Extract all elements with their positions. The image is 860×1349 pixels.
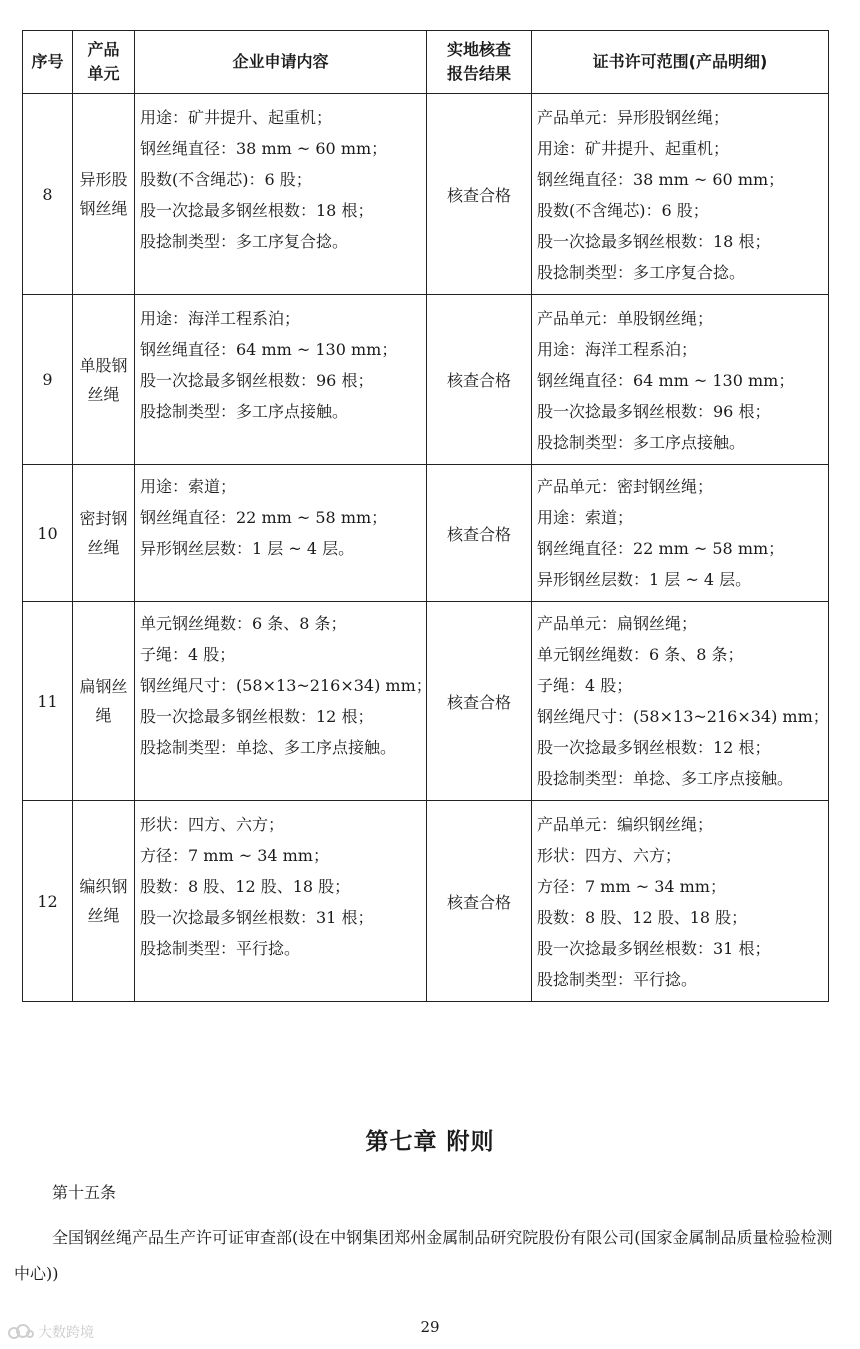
- scope-cell-line: 钢丝绳直径：22 mm ~ 58 mm；: [537, 539, 785, 558]
- header-unit-label: 产品单元: [87, 40, 120, 83]
- scope-cell: [532, 295, 829, 465]
- table-row: [23, 801, 829, 1002]
- scope-cell: [532, 465, 829, 602]
- inspection-result: 核查合格: [427, 94, 532, 295]
- request-cell-line: 股一次捻最多钢丝根数：96 根；: [140, 371, 374, 390]
- request-cell-line: 钢丝绳尺寸：(58×13~216×34) mm；: [140, 676, 432, 695]
- product-unit: 扁钢丝绳: [79, 677, 128, 725]
- row-number: 10: [23, 465, 73, 602]
- article-label: 第十五条: [52, 1183, 117, 1202]
- scope-cell-line: 产品单元：编织钢丝绳；: [537, 815, 714, 834]
- watermark: [8, 1322, 94, 1342]
- scope-cell-line: 方径：7 mm ~ 34 mm；: [537, 877, 726, 896]
- request-cell-line: 钢丝绳直径：64 mm ~ 130 mm；: [140, 340, 398, 359]
- table-row: [23, 94, 829, 295]
- scope-cell-line: 产品单元：扁钢丝绳；: [537, 614, 698, 633]
- scope-cell-line: 钢丝绳直径：38 mm ~ 60 mm；: [537, 170, 785, 189]
- scope-cell-line: 产品单元：异形股钢丝绳；: [537, 108, 730, 127]
- logo-icon: [8, 1323, 34, 1341]
- product-unit-cell: [73, 295, 135, 465]
- product-unit: 异形股钢丝绳: [79, 170, 128, 218]
- scope-cell-line: 异形钢丝层数：1 层 ~ 4 层。: [537, 570, 752, 589]
- table-header-row: [23, 31, 829, 94]
- page-number: 29: [420, 1318, 440, 1336]
- watermark-text: 大数跨境: [38, 1325, 94, 1341]
- request-cell: [135, 94, 427, 295]
- header-result-label: 实地核查报告结果: [446, 40, 511, 83]
- request-cell-line: 股数：8 股、12 股、18 股；: [140, 877, 351, 896]
- request-cell-line: 用途：海洋工程系泊；: [140, 309, 301, 328]
- request-cell: [135, 295, 427, 465]
- scope-cell-line: 用途：海洋工程系泊；: [537, 340, 698, 359]
- row-number: 8: [23, 94, 73, 295]
- scope-cell-line: 产品单元：密封钢丝绳；: [537, 477, 714, 496]
- request-cell-line: 股数(不含绳芯)：6 股；: [140, 170, 312, 189]
- scope-cell-line: 股捻制类型：多工序复合捻。: [537, 263, 746, 282]
- request-cell-line: 用途：索道；: [140, 477, 237, 496]
- scope-cell-line: 形状：四方、六方；: [537, 846, 682, 865]
- scope-cell-line: 股数：8 股、12 股、18 股；: [537, 908, 748, 927]
- request-cell-line: 钢丝绳直径：22 mm ~ 58 mm；: [140, 508, 388, 527]
- product-unit-cell: [73, 801, 135, 1002]
- request-cell-line: 钢丝绳直径：38 mm ~ 60 mm；: [140, 139, 388, 158]
- inspection-result: 核查合格: [427, 801, 532, 1002]
- request-cell-line: 股一次捻最多钢丝根数：18 根；: [140, 201, 374, 220]
- scope-cell-line: 股数(不含绳芯)：6 股；: [537, 201, 709, 220]
- scope-cell-line: 单元钢丝绳数：6 条、8 条；: [537, 645, 744, 664]
- product-unit-cell: [73, 465, 135, 602]
- request-cell: [135, 602, 432, 801]
- chapter-title: 第七章 附则: [365, 1129, 495, 1155]
- scope-cell-line: 用途：索道；: [537, 508, 634, 527]
- inspection-result: 核查合格: [427, 602, 532, 801]
- scope-cell-line: 用途：矿井提升、起重机；: [537, 139, 730, 158]
- scope-cell-line: 股一次捻最多钢丝根数：31 根；: [537, 939, 771, 958]
- header-result: [427, 31, 532, 94]
- request-cell-line: 股一次捻最多钢丝根数：12 根；: [140, 707, 374, 726]
- scope-cell-line: 股一次捻最多钢丝根数：12 根；: [537, 738, 771, 757]
- product-unit: 密封钢丝绳: [79, 509, 128, 557]
- request-cell-line: 股捻制类型：单捻、多工序点接触。: [140, 738, 397, 757]
- header-no: 序号: [23, 31, 73, 94]
- request-cell-line: 股捻制类型：多工序复合捻。: [140, 232, 349, 251]
- header-scope: 证书许可范围(产品明细): [532, 31, 829, 94]
- inspection-result: 核查合格: [427, 465, 532, 602]
- scope-cell-line: 股一次捻最多钢丝根数：18 根；: [537, 232, 771, 251]
- scope-cell-line: 钢丝绳直径：64 mm ~ 130 mm；: [537, 371, 795, 390]
- scope-cell-line: 股一次捻最多钢丝根数：96 根；: [537, 402, 771, 421]
- permit-table: [22, 30, 829, 1002]
- request-cell-line: 用途：矿井提升、起重机；: [140, 108, 333, 127]
- product-unit: 单股钢丝绳: [79, 355, 128, 404]
- request-cell-line: 形状：四方、六方；: [140, 815, 285, 834]
- product-unit-cell: [73, 602, 135, 801]
- scope-cell-line: 子绳：4 股；: [537, 676, 633, 695]
- product-unit-cell: [73, 94, 135, 295]
- article-paragraph: 全国钢丝绳产品生产许可证审查部(设在中钢集团郑州金属制品研究院股份有限公司(国家金属制品质量检验检测中心)): [14, 1228, 833, 1283]
- scope-cell-line: 钢丝绳尺寸：(58×13~216×34) mm；: [537, 707, 829, 726]
- scope-cell-line: 股捻制类型：单捻、多工序点接触。: [537, 769, 794, 788]
- request-cell-line: 股捻制类型：多工序点接触。: [140, 402, 349, 421]
- row-number: 11: [23, 602, 73, 801]
- request-cell-line: 异形钢丝层数：1 层 ~ 4 层。: [140, 539, 355, 558]
- scope-cell-line: 产品单元：单股钢丝绳；: [537, 309, 714, 328]
- inspection-result: 核查合格: [427, 295, 532, 465]
- request-cell-line: 子绳：4 股；: [140, 645, 236, 664]
- table-row: [23, 602, 829, 801]
- request-cell-line: 单元钢丝绳数：6 条、8 条；: [140, 614, 347, 633]
- header-unit: [73, 31, 135, 94]
- scope-cell: [532, 94, 829, 295]
- scope-cell: [532, 801, 829, 1002]
- scope-cell-line: 股捻制类型：多工序点接触。: [537, 433, 746, 452]
- table-row: [23, 295, 829, 465]
- request-cell-line: 方径：7 mm ~ 34 mm；: [140, 846, 329, 865]
- scope-cell-line: 股捻制类型：平行捻。: [537, 970, 698, 989]
- request-cell: [135, 465, 427, 602]
- request-cell-line: 股捻制类型：平行捻。: [140, 939, 301, 958]
- row-number: 9: [23, 295, 73, 465]
- scope-cell: [532, 602, 829, 801]
- request-cell: [135, 801, 427, 1002]
- header-request: 企业申请内容: [135, 31, 427, 94]
- row-number: 12: [23, 801, 73, 1002]
- table-row: [23, 465, 829, 602]
- request-cell-line: 股一次捻最多钢丝根数：31 根；: [140, 908, 374, 927]
- product-unit: 编织钢丝绳: [79, 877, 128, 925]
